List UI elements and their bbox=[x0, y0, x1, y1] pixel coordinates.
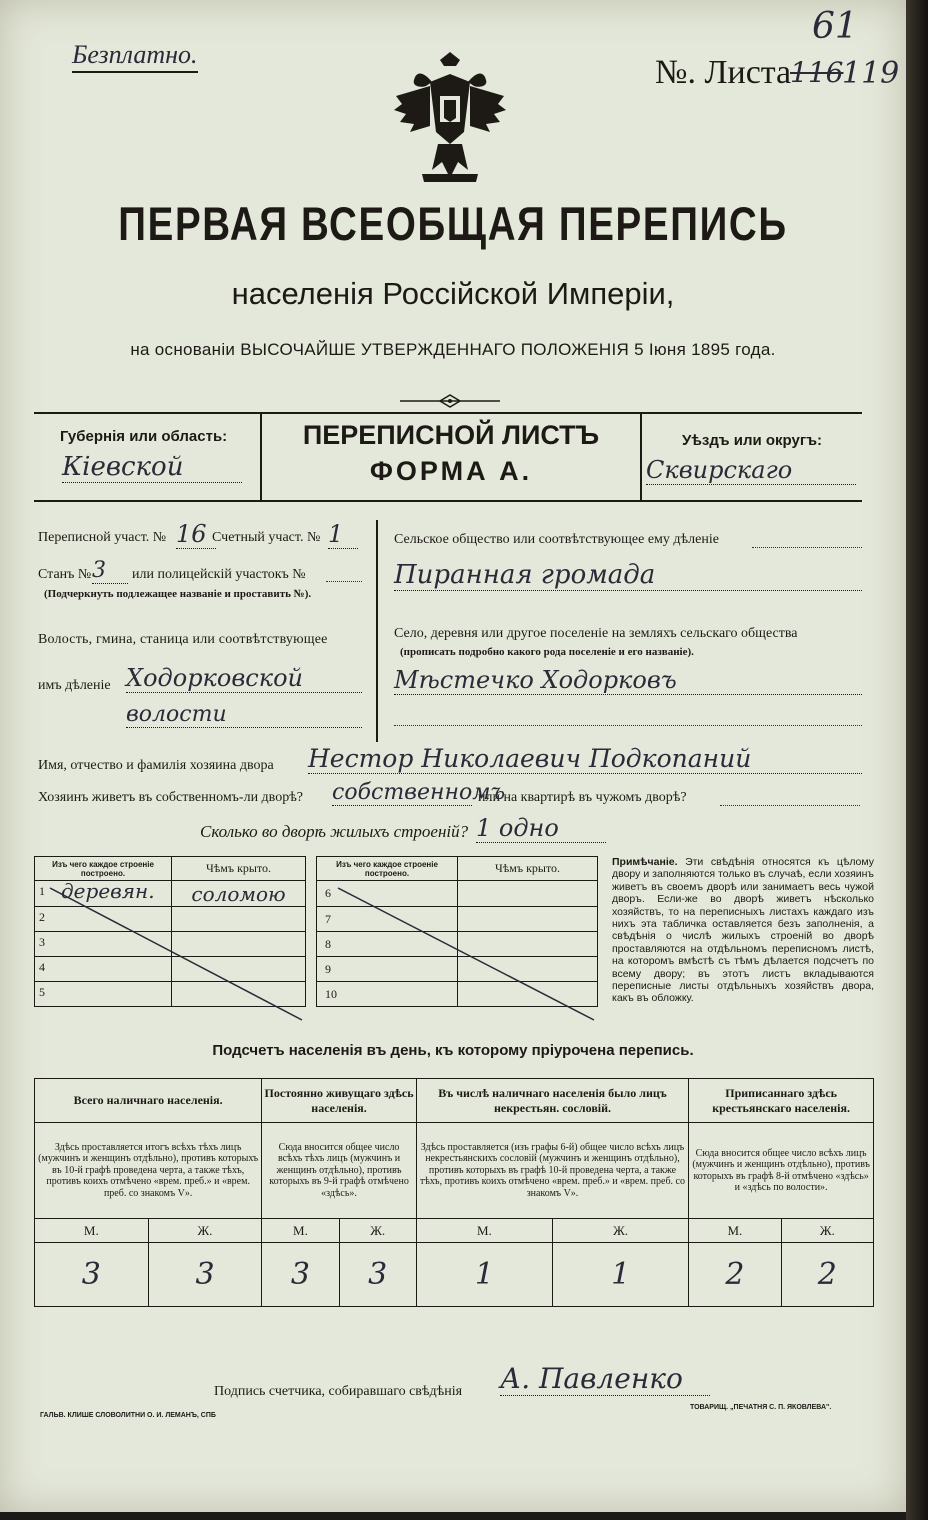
strike-through-right bbox=[330, 884, 598, 1024]
col-material-header-2: Изъ чего каждое строеніе построено. bbox=[317, 857, 458, 881]
page-title: ПЕРВАЯ ВСЕОБЩАЯ ПЕРЕПИСЬ bbox=[118, 197, 788, 250]
form-subtitle: ФОРМА А. bbox=[369, 456, 533, 486]
page-subtitle: населенія Россійской Имперіи, bbox=[231, 276, 675, 311]
peasant-male-cell[interactable]: 2 bbox=[689, 1243, 781, 1307]
count-desc-resident: Сюда вносится общее число всѣхъ тѣхъ лицъ (мужчинъ и женщинъ отдѣльно), противъ которыхъ въ 9-й графѣ отмѣчено «здѣсь». bbox=[262, 1123, 416, 1219]
resident-female-cell[interactable]: 3 bbox=[339, 1243, 416, 1307]
row-number: 5 bbox=[39, 985, 45, 999]
lives-rented-field[interactable] bbox=[720, 804, 860, 806]
col-material-header: Изъ чего каждое строеніе построено. bbox=[35, 857, 172, 881]
count-desc-nonpeasant: Здѣсь проставляется (изъ графы 6-й) общее число всѣхъ лицъ некрестьянскихъ сословій (мужчинъ и женщинъ отдѣльно), противъ которыхъ въ графѣ 10-й проведена черта, а также тѣхъ, противъ коихъ отмѣчено «врем. преб.» и «врем. преб. со знакомъ V». bbox=[416, 1123, 688, 1219]
legal-basis: на основаніи ВЫСОЧАЙШЕ УТВЕРЖДЕННАГО ПОЛОЖЕНІЯ 5 Іюня 1895 года. bbox=[130, 340, 776, 359]
double-headed-eagle-icon bbox=[392, 52, 508, 194]
owner-name-field[interactable]: Нестор Николаевич Подкопаний bbox=[308, 744, 862, 774]
police-field[interactable] bbox=[326, 580, 362, 582]
row-material: деревян. bbox=[61, 879, 155, 903]
count-header-resident: Постоянно живущаго здѣсь населенія. bbox=[262, 1079, 416, 1123]
col-roof-header: Чѣмъ крыто. bbox=[172, 857, 306, 881]
owner-name-label: Имя, отчество и фамилія хозяина двора bbox=[38, 758, 274, 773]
lives-label: Хозяинъ живетъ въ собственномъ-ли дворѣ? bbox=[38, 790, 304, 805]
signature-field[interactable]: А. Павленко bbox=[500, 1362, 710, 1396]
box-top-rule bbox=[34, 412, 862, 414]
society-dots bbox=[752, 546, 862, 548]
table-row[interactable]: 8 bbox=[317, 932, 458, 957]
lives-own-field[interactable]: собственномъ bbox=[332, 780, 506, 805]
footnote bbox=[612, 856, 874, 1005]
sheet-number-label: №. Листа bbox=[655, 54, 792, 91]
signature-label: Подпись счетчика, собиравшаго свѣдѣнія bbox=[214, 1384, 463, 1399]
male-header: М. bbox=[689, 1219, 781, 1243]
row-number: 1 bbox=[39, 884, 45, 898]
female-header: Ж. bbox=[148, 1219, 262, 1243]
gubernia-field[interactable]: Кіевской bbox=[62, 452, 242, 483]
footnote-text: Эти свѣдѣнія относятся къ цѣлому двору и заполняются только въ случаѣ, если хозяинъ живетъ въ своемъ дворѣ или занимаетъ весь чужой дворъ. Если-же во дворѣ живетъ нѣсколько хозяйствъ, то на переписныхъ листахъ каждаго изъ нихъ эта табличка оставляется безъ заполненія, а свѣдѣнія о числѣ жилыхъ строеній во дворѣ проставляются на отдѣльномъ переписномъ листѣ, на которомъ вмѣстѣ съ тѣмъ дѣлается подсчетъ по всему двору; въ этотъ листъ вкладываются переписные листы отдѣльныхъ хозяйствъ двора, какъ въ обложку. bbox=[612, 856, 874, 1005]
schet-label: Счетный участ. № bbox=[212, 530, 321, 545]
nonpeasant-male-cell[interactable]: 1 bbox=[416, 1243, 552, 1307]
female-header: Ж. bbox=[339, 1219, 416, 1243]
row-number: 2 bbox=[39, 910, 45, 924]
female-header: Ж. bbox=[553, 1219, 689, 1243]
stan-label: Станъ № bbox=[38, 567, 92, 582]
col-roof-header-2: Чѣмъ крыто. bbox=[458, 857, 598, 881]
count-desc-total: Здѣсь проставляется итогъ всѣхъ тѣхъ лицъ (мужчинъ и женщинъ отдѣльно), противъ которыхъ въ 10-й графѣ проведена черта, а также тѣхъ, противъ коихъ отмѣчено «врем. преб.» и «врем. преб. со знакомъ V». bbox=[35, 1123, 262, 1219]
count-title: Подсчетъ населенія въ день, къ которому пріурочена перепись. bbox=[212, 1042, 694, 1059]
peasant-female-cell[interactable]: 2 bbox=[781, 1243, 873, 1307]
uchast-label: Переписной участ. № bbox=[38, 530, 167, 545]
female-header: Ж. bbox=[781, 1219, 873, 1243]
village-dots bbox=[394, 724, 862, 726]
gubernia-label: Губернія или область: bbox=[60, 428, 228, 445]
male-header: М. bbox=[35, 1219, 149, 1243]
village-note: (прописать подробно какого рода поселеніе и его названіе). bbox=[400, 646, 694, 658]
volost-label-2: имъ дѣленіе bbox=[38, 678, 111, 693]
column-divider bbox=[376, 520, 378, 742]
total-female-cell[interactable]: 3 bbox=[148, 1243, 262, 1307]
society-field[interactable]: Пиранная громада bbox=[394, 560, 862, 591]
free-label: Безплатно. bbox=[72, 40, 198, 73]
society-label: Сельское общество или соотвѣтствующее ему дѣленіе bbox=[394, 532, 719, 547]
volost-label: Волость, гмина, станица или соотвѣтствующее bbox=[38, 632, 328, 647]
printer-right: ТОВАРИЩ. „ПЕЧАТНЯ С. П. ЯКОВЛЕВА". bbox=[690, 1404, 832, 1411]
underline-note: (Подчеркнуть подлежащее названіе и проставить №). bbox=[44, 588, 312, 600]
count-header-total: Всего наличнаго населенія. bbox=[35, 1079, 262, 1123]
buildings-field[interactable]: 1 одно bbox=[476, 814, 606, 843]
strike-through-left bbox=[40, 884, 306, 1024]
page-corner-number: 61 bbox=[812, 6, 858, 47]
nonpeasant-female-cell[interactable]: 1 bbox=[553, 1243, 689, 1307]
table-row[interactable]: 7 bbox=[317, 907, 458, 932]
uchast-field[interactable]: 16 bbox=[176, 520, 216, 549]
buildings-label: Сколько во дворѣ жилыхъ строеній? bbox=[200, 822, 469, 841]
footnote-title: Примѣчаніе. bbox=[612, 856, 678, 868]
ornament-divider-icon bbox=[400, 394, 500, 408]
table-row[interactable]: 9 bbox=[317, 957, 458, 982]
box-divider-right bbox=[640, 412, 642, 500]
printer-left: ГАЛЬВ. КЛИШЕ СЛОВОЛИТНИ О. И. ЛЕМАНЪ, СПБ bbox=[40, 1412, 216, 1419]
uezd-label: Уѣздъ или округъ: bbox=[682, 432, 823, 449]
stan-field[interactable]: 3 bbox=[92, 558, 128, 584]
uezd-field[interactable]: Сквирскаго bbox=[646, 456, 856, 485]
scan-edge bbox=[906, 0, 928, 1520]
sheet-number-struck: 116 bbox=[790, 56, 844, 89]
count-header-nonpeasant: Въ числѣ наличнаго населенія было лицъ некрестьян. сословій. bbox=[416, 1079, 688, 1123]
sheet-number-value: 119 bbox=[842, 56, 900, 91]
form-title: ПЕРЕПИСНОЙ ЛИСТЪ bbox=[302, 420, 600, 450]
row-roof[interactable]: соломою bbox=[172, 881, 306, 907]
schet-field[interactable]: 1 bbox=[328, 520, 358, 549]
village-field[interactable]: Мѣстечко Ходорковъ bbox=[394, 666, 862, 695]
table-row[interactable]: 6 bbox=[317, 881, 458, 907]
resident-male-cell[interactable]: 3 bbox=[262, 1243, 339, 1307]
count-header-peasant: Приписаннаго здѣсь крестьянскаго населенія. bbox=[689, 1079, 874, 1123]
male-header: М. bbox=[262, 1219, 339, 1243]
row-number: 3 bbox=[39, 935, 45, 949]
count-desc-peasant: Сюда вносится общее число всѣхъ лицъ (мужчинъ и женщинъ отдѣльно), противъ которыхъ въ графѣ 8-й отмѣчено «здѣсь» и «здѣсь по волости». bbox=[689, 1123, 874, 1219]
count-table bbox=[34, 1078, 874, 1307]
lives-label-2: или на квартирѣ въ чужомъ дворѣ? bbox=[478, 790, 687, 805]
volost-field[interactable]: Ходорковской bbox=[126, 664, 362, 693]
total-male-cell[interactable]: 3 bbox=[35, 1243, 149, 1307]
male-header: М. bbox=[416, 1219, 552, 1243]
volost-field-2[interactable]: волости bbox=[126, 702, 362, 728]
table-row[interactable]: 10 bbox=[317, 982, 458, 1007]
box-bottom-rule bbox=[34, 500, 862, 502]
village-label: Село, деревня или другое поселеніе на земляхъ сельскаго общества bbox=[394, 626, 798, 641]
police-label: или полицейскій участокъ № bbox=[132, 567, 306, 582]
row-number: 4 bbox=[39, 960, 45, 974]
